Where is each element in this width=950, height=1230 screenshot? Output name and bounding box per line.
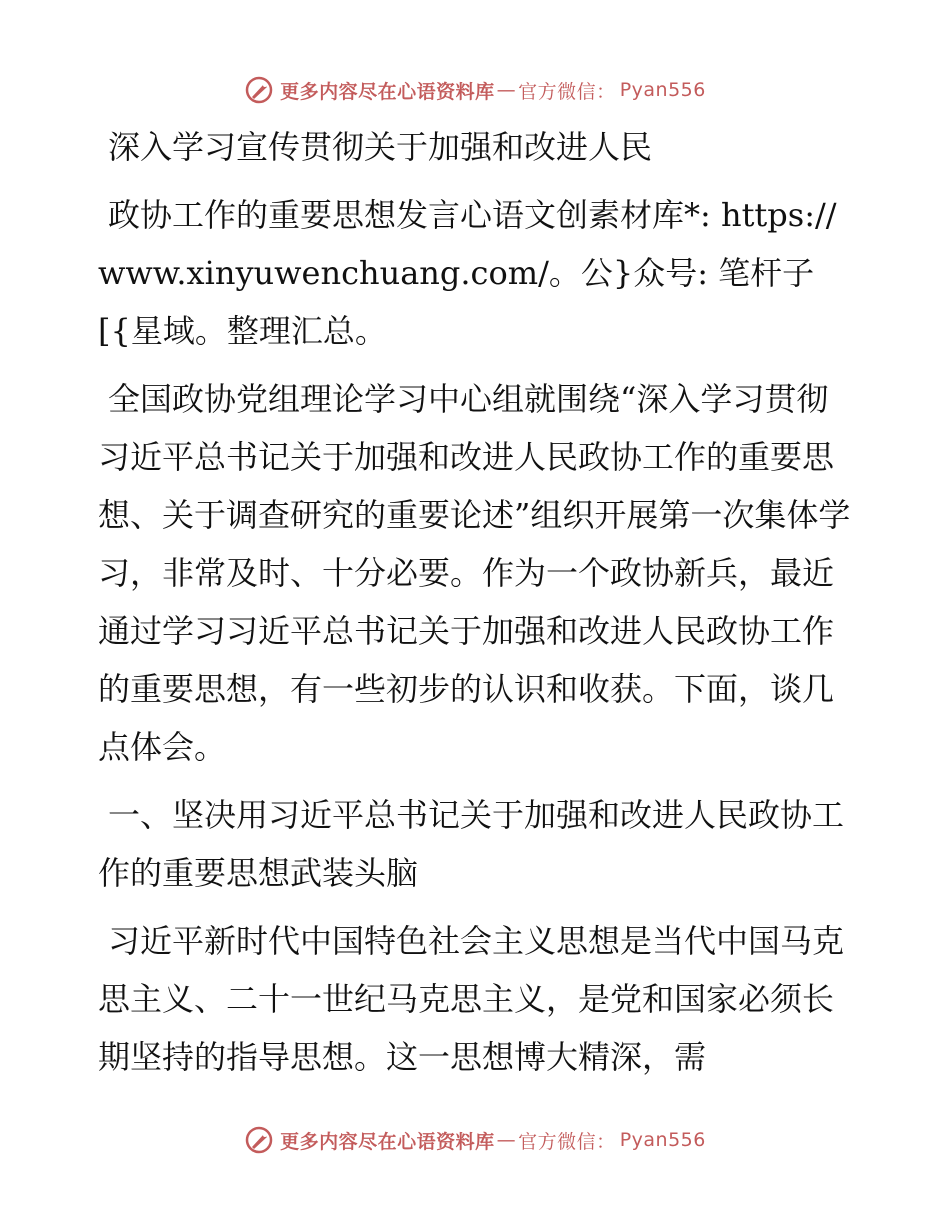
- header-watermark-banner: [0, 70, 950, 110]
- banner-wechat-label: 官方微信：: [518, 1130, 616, 1153]
- title-continuation-paragraph: 政协工作的重要思想发言心语文创素材库*: https://www.xinyuwenchuang.com/。公}众号: 笔杆子[{星域。整理汇总。: [98, 196, 837, 350]
- section-1-paragraph: 习近平新时代中国特色社会主义思想是当代中国马克思主义、二十一世纪马克思主义，是党和国家必须长期坚持的指导思想。这一思想博大精深，需: [98, 922, 845, 1076]
- banner-brand-text: 更多内容尽在心语资料库: [280, 1130, 495, 1153]
- footer-watermark-banner: [0, 1120, 950, 1160]
- banner-wechat-handle: Pyan556: [619, 79, 706, 101]
- section-heading-1: 一、坚决用习近平总书记关于加强和改进人民政协工作的重要思想武装头脑: [98, 796, 845, 892]
- banner-brand-text: 更多内容尽在心语资料库: [280, 80, 495, 103]
- pen-nib-logo-icon: [244, 1125, 274, 1155]
- banner-wechat-handle: Pyan556: [619, 1129, 706, 1151]
- document-title: 深入学习宣传贯彻关于加强和改进人民: [108, 128, 653, 166]
- pen-nib-logo-icon: [244, 75, 274, 105]
- document-body: [98, 118, 853, 1096]
- banner-dash: —: [496, 1129, 517, 1151]
- banner-wechat-label: 官方微信：: [518, 80, 616, 103]
- intro-paragraph: 全国政协党组理论学习中心组就围绕“深入学习贯彻习近平总书记关于加强和改进人民政协工作的重要思想、关于调查研究的重要论述”组织开展第一次集体学习，非常及时、十分必要。作为一个政协新兵，最近通过学习习近平总书记关于加强和改进人民政协工作的重要思想，有一些初步的认识和收获。下面，谈几点体会。: [98, 380, 851, 766]
- banner-dash: —: [496, 79, 517, 101]
